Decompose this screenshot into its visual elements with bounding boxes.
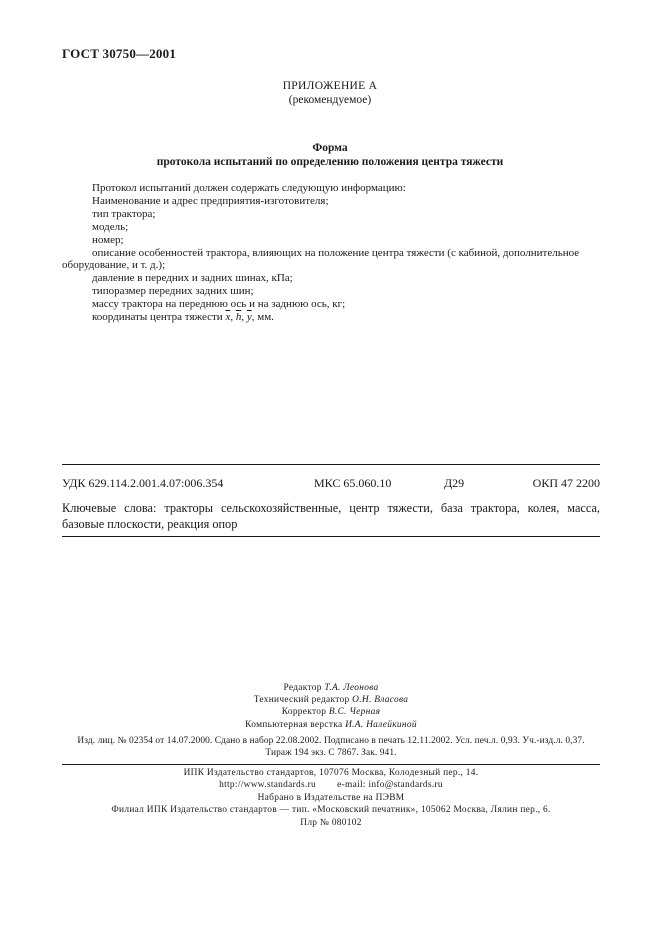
editor-name: Т.А. Леонова: [324, 683, 379, 693]
group-code: Д29: [444, 476, 465, 490]
classification-row: [62, 476, 600, 492]
protocol-coords: координаты центра тяжести $\overline{x}$, $\overline{h}$, $\overline{y}$, мм.: [92, 311, 274, 324]
editor-label: Редактор: [283, 683, 322, 693]
coords-prefix: координаты центра тяжести: [92, 311, 226, 324]
publisher-line3: Набрано в Издательстве на ПЭВМ: [257, 792, 405, 803]
layout-label: Компьютерная верстка: [245, 719, 343, 730]
protocol-item: номер;: [92, 233, 124, 246]
publisher-line4: Филиал ИПК Издательство стандартов — тип. «Московский печатник», 105062 Москва, Лялин пер., 6.: [111, 805, 551, 816]
protocol-item: типоразмер передних задних шин;: [92, 285, 254, 298]
editors-block: [62, 682, 600, 731]
mks-code: МКС 65.060.10: [314, 476, 392, 490]
publisher-line5: Плр № 080102: [300, 817, 362, 828]
appendix-subtitle: (рекомендуемое): [288, 94, 372, 106]
protocol-item: описание особенностей трактора, влияющих на положение центра тяжести (с кабиной, дополнительное оборудование, и т. д.);: [62, 246, 580, 272]
form-title: Форма: [312, 142, 348, 154]
publisher-block: [62, 767, 600, 829]
protocol-item: давление в передних и задних шинах, кПа;: [92, 272, 293, 285]
layout-name: И.А. Налейкиной: [345, 719, 417, 730]
udk-code: УДК 629.114.2.001.4.07:006.354: [62, 476, 224, 490]
coords-suffix: , мм.: [251, 311, 274, 324]
print-info: [62, 735, 600, 760]
tech-editor-line: [62, 694, 600, 706]
protocol-intro: Протокол испытаний должен содержать следующую информацию:: [92, 182, 406, 194]
coord-x: $\overline{x}$: [225, 311, 231, 324]
corrector-label: Корректор: [281, 707, 327, 718]
corrector-name: В.С. Черная: [328, 707, 381, 718]
coord-y: $\overline{y}$: [246, 311, 252, 324]
divider-imprint: [62, 764, 600, 765]
layout-line: [62, 719, 600, 731]
standard-number: ГОСТ 30750—2001: [62, 46, 177, 61]
editor-line: [62, 682, 600, 694]
coord-h: $\overline{h}$: [235, 311, 242, 324]
publisher-line2: http://www.standards.ru e-mail: info@standards.ru: [219, 780, 443, 791]
form-subtitle: протокола испытаний по определению положения центра тяжести: [156, 156, 504, 168]
protocol-body: [62, 182, 600, 324]
print-info-line2: Тираж 194 экз. С 7867. Зак. 941.: [265, 748, 397, 759]
protocol-item: модель;: [92, 220, 129, 233]
protocol-item: массу трактора на переднюю ось и на заднюю ось, кг;: [92, 298, 346, 311]
tech-editor-label: Технический редактор: [253, 695, 350, 706]
keywords: Ключевые слова: тракторы сельскохозяйственные, центр тяжести, база трактора, колея, масса, базовые плоскости, реакция опор: [62, 501, 600, 531]
print-info-line1: Изд. лиц. № 02354 от 14.07.2000. Сдано в набор 22.08.2002. Подписано в печать 12.11.2002. Усл. печ.л. 0,93. Уч.-изд.л. 0,37.: [77, 736, 585, 746]
appendix-title: ПРИЛОЖЕНИЕ А: [282, 80, 378, 92]
corrector-line: [62, 706, 600, 718]
tech-editor-name: О.Н. Власова: [352, 695, 409, 706]
protocol-item: тип трактора;: [92, 207, 156, 220]
protocol-item: Наименование и адрес предприятия-изготовителя;: [92, 194, 329, 207]
okp-code: ОКП 47 2200: [532, 476, 600, 490]
divider-top: [62, 464, 600, 465]
publisher-line1: ИПК Издательство стандартов, 107076 Москва, Колодезный пер., 14.: [183, 768, 479, 778]
divider-bottom: [62, 536, 600, 537]
